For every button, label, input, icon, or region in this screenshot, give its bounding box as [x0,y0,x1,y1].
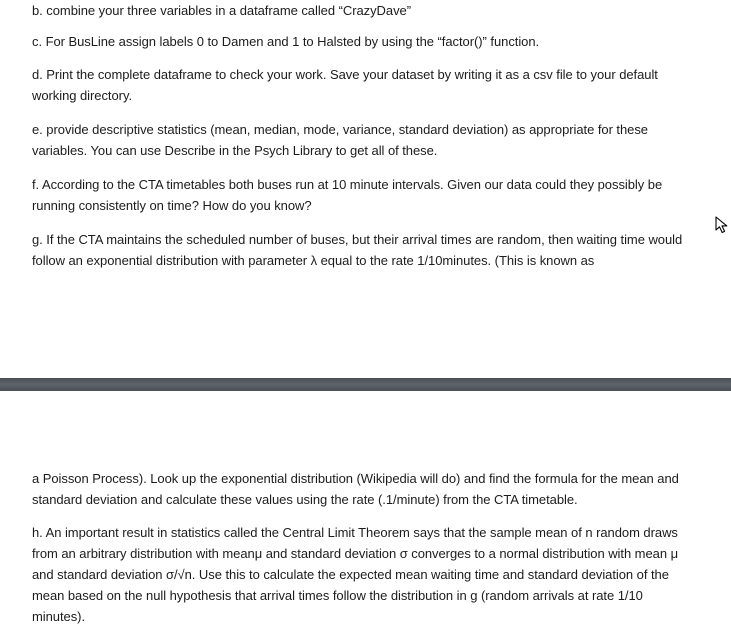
paragraph-g: g. If the CTA maintains the scheduled number of buses, but their arrival times are random, then waiting time would follow an exponential distribution with parameter λ equal to the rate 1/10minutes. (This is known as [32,232,683,268]
paragraph-d: d. Print the complete dataframe to check your work. Save your dataset by writing it as a csv file to your default working directory. [32,67,658,103]
paragraph-h: h. An important result in statistics called the Central Limit Theorem says that the sample mean of n random draws from an arbitrary distribution with meanμ and standard deviation σ converges to a normal distribution with mean μ and standard deviation σ/√n. Use this to calculate the expected mean waiting time and standard deviation of the mean based on the null hypothesis that arrival times follow the distribution in g (random arrivals at rate 1/10 minutes). [32,525,679,624]
paragraph-f: f. According to the CTA timetables both buses run at 10 minute intervals. Given our data could they possibly be running consistently on time? How do you know? [32,177,663,213]
paragraph-c: c. For BusLine assign labels 0 to Damen and 1 to Halsted by using the “factor()” function. [32,34,540,49]
document-page-bottom [0,391,731,631]
mouse-pointer-icon [715,216,731,234]
paragraph-e: e. provide descriptive statistics (mean, median, mode, variance, standard deviation) as appropriate for these variables. You can use Describe in the Psych Library to get all of these. [32,122,648,158]
paragraph-b: b. combine your three variables in a dataframe called “CrazyDave” [32,3,411,18]
page-separator [0,378,731,391]
paragraph-g-continued: a Poisson Process). Look up the exponential distribution (Wikipedia will do) and find the formula for the mean and standard deviation and calculate these values using the rate (.1/minute) from the CTA timetable. [32,471,679,507]
